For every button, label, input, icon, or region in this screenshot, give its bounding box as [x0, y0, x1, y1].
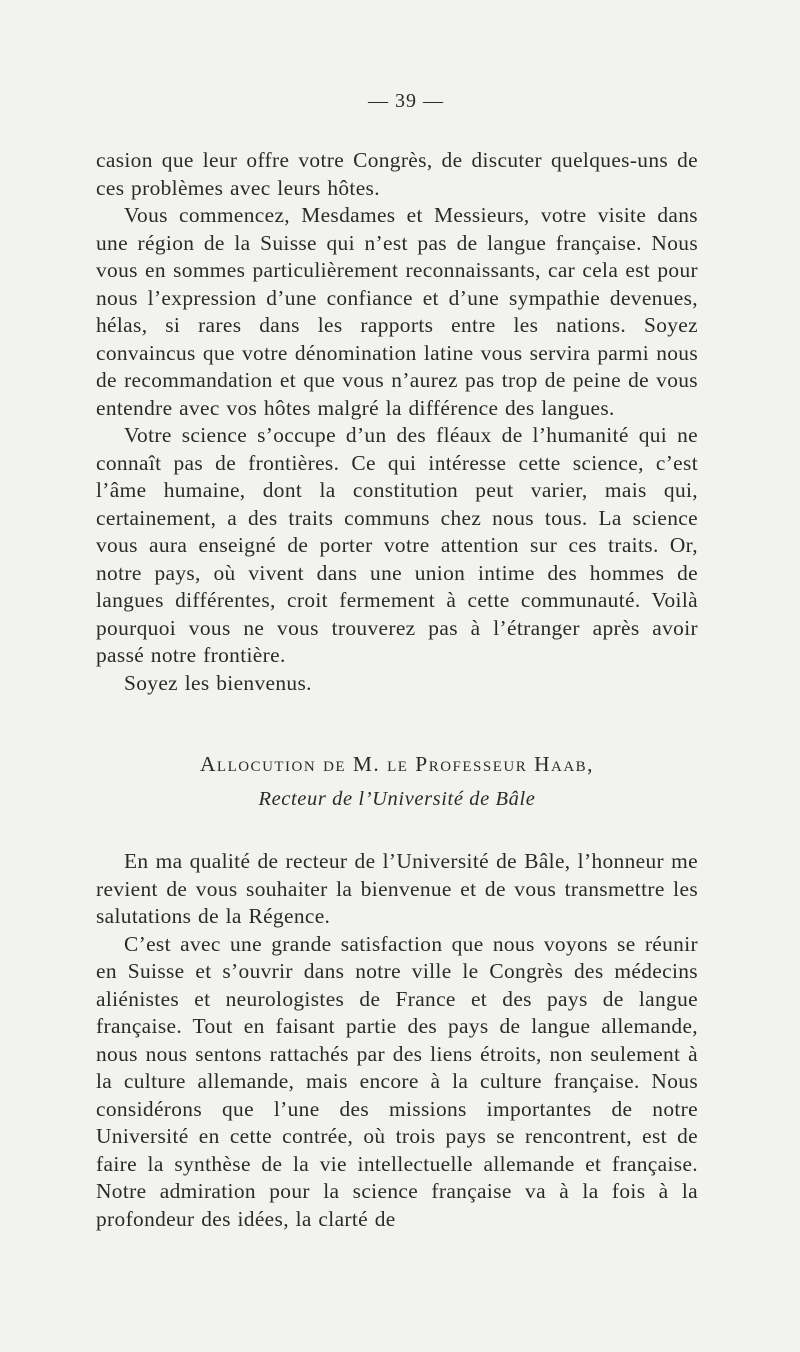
paragraph: C’est avec une grande satisfaction que nous voyons se réunir en Suisse et s’ouvrir dans notre ville le Congrès des médecins aliénistes et neurologistes de France et des pays de langue française. Tout en faisant partie des pays de langue allemande, nous nous sentons rattachés par des liens étroits, non seulement à la culture allemande, mais encore à la culture française. Nous considérons que l’une des missions importantes de notre Université en cette contrée, où trois pays se rencontrent, est de faire la synthèse de la vie intellectuelle allemande et française. Notre admiration pour la science française va à la fois à la profondeur des idées, la clarté de	[96, 931, 698, 1231]
section-subheading: Recteur de l’Université de Bâle	[258, 788, 536, 810]
page-number: — 39 —	[368, 90, 444, 112]
section-heading: Allocution de M. le Professeur Haab,	[199, 752, 595, 776]
paragraph: casion que leur offre votre Congrès, de discuter quelques-uns de ces problèmes avec leurs hôtes.	[96, 148, 698, 200]
paragraph: Votre science s’occupe d’un des fléaux de l’humanité qui ne connaît pas de frontières. Ce qui intéresse cette science, c’est l’âme humaine, dont la constitution peut varier, mais qui, certainement, a des traits communs chez nous tous. La science vous aura enseigné de porter votre attention sur ces traits. Or, notre pays, où vivent dans une union intime des hommes de langues différentes, croit fermement à cette communauté. Voilà pourquoi vous ne vous trouverez pas à l’étranger après avoir passé notre frontière.	[96, 423, 698, 667]
paragraph: Soyez les bienvenus.	[124, 670, 312, 695]
paragraph: Vous commencez, Mesdames et Messieurs, votre visite dans une région de la Suisse qui n’est pas de langue française. Nous vous en sommes particulièrement reconnaissants, car cela est pour nous l’expression d’une confiance et d’une sympathie devenues, hélas, si rares dans les rapports entre les nations. Soyez convaincus que votre dénomination latine vous servira parmi nous de recommandation et que vous n’aurez pas trop de peine de vous entendre avec vos hôtes malgré la différence des langues.	[96, 203, 698, 420]
paragraph: En ma qualité de recteur de l’Université de Bâle, l’honneur me revient de vous souhaiter la bienvenue et de vous transmettre les salutations de la Régence.	[96, 849, 698, 928]
